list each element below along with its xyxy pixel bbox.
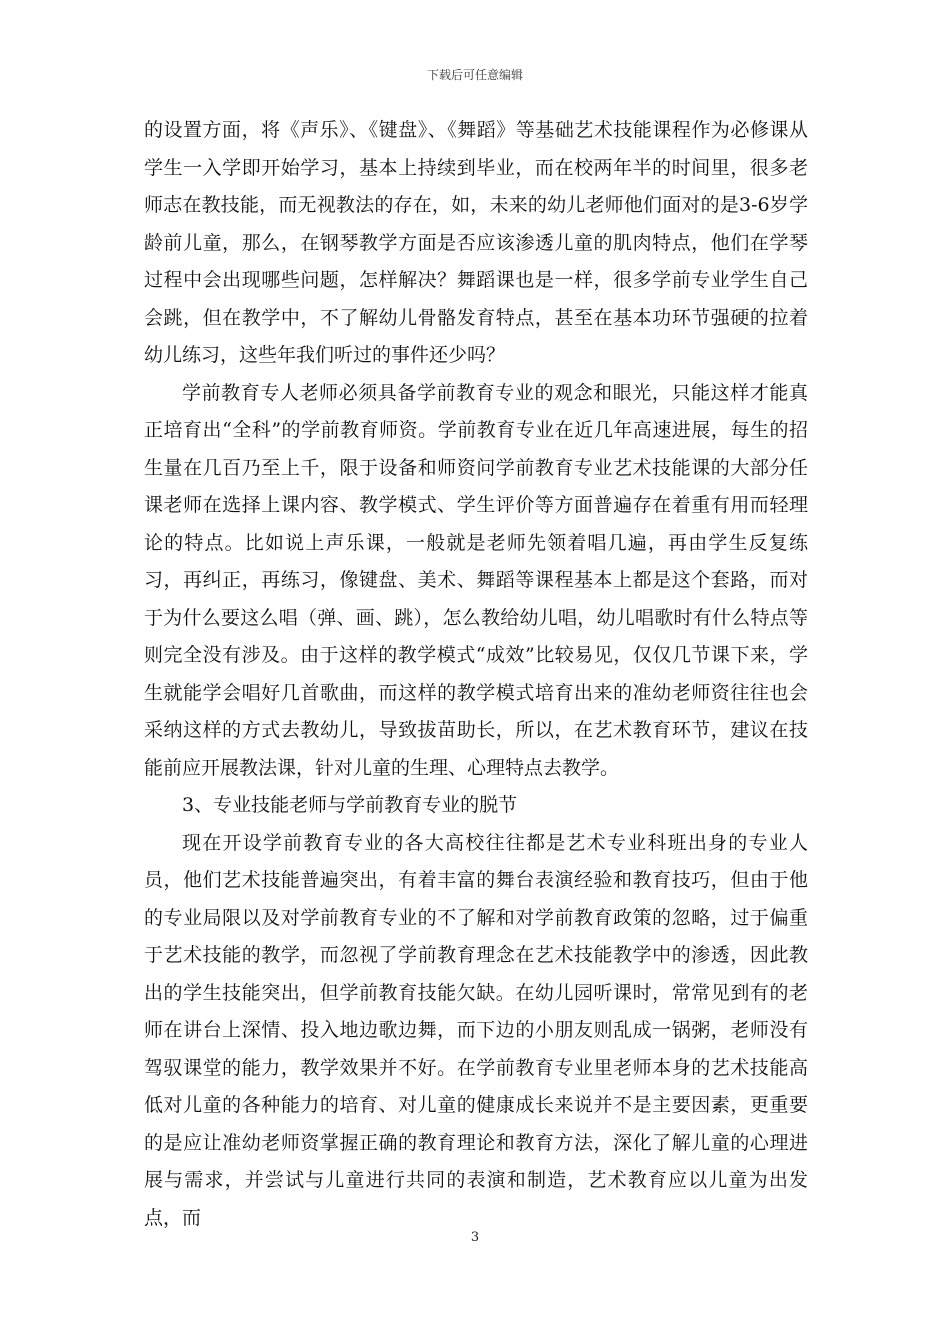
body-text	[144, 112, 808, 1237]
page-number: 3	[470, 1230, 480, 1245]
paragraph-continuation: 的设置方面，将《声乐》、《键盘》、《舞蹈》等基础艺术技能课程作为必修课从学生一入学即开始学习，基本上持续到毕业，而在校两年半的时间里，很多老师志在教技能，而无视教法的存在，如，未来的幼儿老师他们面对的是3-6岁学龄前儿童，那么，在钢琴教学方面是否应该渗透儿童的肌肉特点，他们在学琴过程中会出现哪些问题，怎样解决？舞蹈课也是一样，很多学前专业学生自己会跳，但在教学中，不了解幼儿骨骼发育特点，甚至在基本功环节强硬的拉着幼儿练习，这些年我们听过的事件还少吗？	[144, 119, 808, 366]
section-heading: 3、专业技能老师与学前教育专业的脱节	[182, 794, 518, 816]
paragraph: 现在开设学前教育专业的各大高校往往都是艺术专业科班出身的专业人员，他们艺术技能普遍突出，有着丰富的舞台表演经验和教育技巧，但由于他的专业局限以及对学前教育专业的不了解和对学前教育政策的忽略，过于偏重于艺术技能的教学，而忽视了学前教育理念在艺术技能教学中的渗透，因此教出的学生技能突出，但学前教育技能欠缺。在幼儿园听课时，常常见到有的老师在讲台上深情、投入地边歌边舞，而下边的小朋友则乱成一锅粥，老师没有驾驭课堂的能力，教学效果并不好。在学前教育专业里老师本身的艺术技能高低对儿童的各种能力的培育、对儿童的健康成长来说并不是主要因素，更重要的是应让准幼老师资掌握正确的教育理论和教育方法，深化了解儿童的心理进展与需求，并尝试与儿童进行共同的表演和制造，艺术教育应以儿童为出发点，而	[144, 831, 808, 1229]
page-header: 下载后可任意编辑	[426, 68, 523, 82]
paragraph: 学前教育专人老师必须具备学前教育专业的观念和眼光，只能这样才能真正培育出“全科”的学前教育师资。学前教育专业在近几年高速进展，每生的招生量在几百乃至上千，限于设备和师资问学前教育专业艺术技能课的大部分任课老师在选择上课内容、教学模式、学生评价等方面普遍存在着重有用而轻理论的特点。比如说上声乐课，一般就是老师先领着唱几遍，再由学生反复练习，再纠正，再练习，像键盘、美术、舞蹈等课程基本上都是这个套路，而对于为什么要这么唱（弹、画、跳），怎么教给幼儿唱，幼儿唱歌时有什么特点等则完全没有涉及。由于这样的教学模式“成效”比较易见，仅仅几节课下来，学生就能学会唱好几首歌曲，而这样的教学模式培育出来的准幼老师资往往也会采纳这样的方式去教幼儿，导致拔苗助长，所以，在艺术教育环节，建议在技能前应开展教法课，针对儿童的生理、心理特点去教学。	[144, 381, 808, 779]
